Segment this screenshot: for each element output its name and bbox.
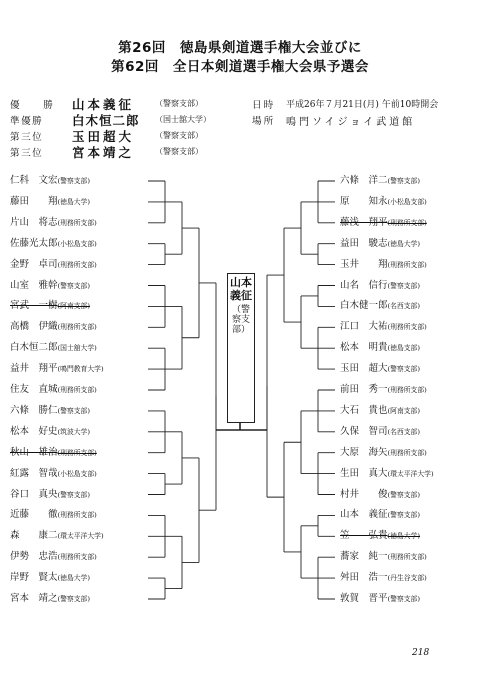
champion-box <box>227 273 255 423</box>
player-name: 山室 雅幹 <box>10 279 58 291</box>
player-affiliation: (刑務所支部) <box>387 218 427 227</box>
right-player-row <box>340 363 420 375</box>
player-name: 敦賀 晋平 <box>340 593 388 604</box>
left-player-row <box>10 363 104 375</box>
player-affiliation: (環太平洋大学) <box>57 532 104 541</box>
right-player-row <box>340 196 427 208</box>
left-player-row <box>10 530 104 542</box>
player-name: 松本 好史 <box>10 425 58 437</box>
player-name: 金野 卓司 <box>10 258 58 270</box>
champion-affiliation: （警察支部） <box>231 305 250 335</box>
player-name: 玉田 超大 <box>340 363 388 375</box>
player-name: 原 知永 <box>340 195 388 207</box>
player-name: 六條 洋二 <box>340 175 388 186</box>
player-name: 笠 弘貴 <box>340 530 388 542</box>
right-player-row <box>340 280 420 292</box>
result-label: 優 勝 <box>10 100 55 111</box>
player-affiliation: (刑務所支部) <box>387 260 427 269</box>
left-player-row <box>10 300 90 312</box>
left-player-row <box>10 238 97 250</box>
player-affiliation: (刑務所支部) <box>57 553 97 562</box>
player-affiliation: (刑務所支部) <box>57 323 97 332</box>
result-label: 準優勝 <box>10 116 44 127</box>
left-player-row <box>10 321 97 333</box>
player-affiliation: (刑務所支部) <box>387 553 427 562</box>
result-label: 第三位 <box>10 132 44 143</box>
player-name: 大原 海矢 <box>340 446 388 458</box>
player-name: 前田 秀一 <box>340 384 388 395</box>
player-name: 宮本 靖之 <box>10 593 58 604</box>
result-name: 玉田超大 <box>72 129 135 144</box>
player-name: 谷口 真央 <box>10 488 58 500</box>
player-name: 片山 将志 <box>10 216 58 228</box>
left-player-row <box>10 342 97 354</box>
player-affiliation: (徳島支部) <box>387 344 421 353</box>
right-player-row <box>340 321 427 333</box>
player-name: 伊勢 忠浩 <box>10 551 58 563</box>
player-name: 久保 智司 <box>340 425 388 437</box>
left-player-row <box>10 175 90 187</box>
champion-name: 山本義征 <box>230 276 252 302</box>
player-name: 白木恒二郎 <box>10 342 58 354</box>
player-name: 蕎家 純一 <box>340 551 388 563</box>
player-affiliation: (警察支部) <box>387 511 421 520</box>
player-name: 玉井 翔 <box>340 258 388 270</box>
left-player-row <box>10 551 97 563</box>
player-affiliation: (警察支部) <box>387 365 421 374</box>
player-name: 山本 義征 <box>340 509 388 521</box>
right-player-row <box>340 259 427 271</box>
left-player-row <box>10 489 90 501</box>
player-name: 白木健一郎 <box>340 300 388 312</box>
info-key: 場所 <box>252 116 276 127</box>
player-affiliation: (警察支部) <box>57 177 91 185</box>
result-aff: （警察支部） <box>155 147 203 156</box>
player-affiliation: (刑務所支部) <box>57 448 97 457</box>
player-name: 秋山 雄治 <box>10 446 58 458</box>
player-affiliation: (徳島大学) <box>57 574 91 583</box>
player-name: 村井 俊 <box>340 488 388 500</box>
title-line-2: 第62回 全日本剣道選手権大会県予選会 <box>111 59 369 75</box>
result-name: 宮本靖之 <box>72 145 135 160</box>
right-player-row <box>340 238 420 250</box>
left-player-row <box>10 384 97 396</box>
result-name: 白木恒二郎 <box>72 113 140 128</box>
right-player-row <box>340 572 427 584</box>
player-affiliation: (小松島支部) <box>57 469 97 478</box>
right-player-row <box>340 551 427 563</box>
player-affiliation: (小松島支部) <box>387 197 427 206</box>
player-affiliation: (刑務所支部) <box>387 386 427 394</box>
left-player-row <box>10 593 90 605</box>
player-affiliation: (小松島支部) <box>57 239 97 248</box>
player-affiliation: (名西支部) <box>387 302 421 311</box>
player-affiliation: (阿南支部) <box>387 406 421 415</box>
right-player-row <box>340 593 420 605</box>
left-player-row <box>10 405 90 417</box>
player-name: 松本 明貴 <box>340 342 388 354</box>
left-player-row <box>10 468 97 480</box>
right-player-row <box>340 384 427 396</box>
player-affiliation: (徳島大学) <box>387 532 421 541</box>
page-number: 218 <box>412 648 430 658</box>
result-aff: （警察支部） <box>155 99 203 108</box>
info-key: 日時 <box>252 100 276 111</box>
player-name: 益井 翔平 <box>10 363 58 375</box>
player-affiliation: (国士舘大学) <box>57 344 97 353</box>
left-player-row <box>10 259 97 271</box>
info-value: 平成26年７月21日(月) 午前10時開会 <box>286 100 439 110</box>
player-affiliation: (名西支部) <box>387 427 421 436</box>
left-player-row <box>10 280 90 292</box>
player-affiliation: (刑務所支部) <box>387 323 427 332</box>
player-name: 江口 大祐 <box>340 321 388 333</box>
player-name: 仁科 文宏 <box>10 175 58 186</box>
player-name: 住友 直城 <box>10 384 58 395</box>
right-player-row <box>340 468 434 480</box>
player-affiliation: (阿南支部) <box>57 302 91 311</box>
right-player-row <box>340 530 420 542</box>
left-player-row <box>10 447 97 459</box>
player-affiliation: (警察支部) <box>387 595 421 603</box>
player-name: 紅露 智哉 <box>10 467 58 479</box>
player-affiliation: (環太平洋大学) <box>387 469 434 478</box>
result-name: 山本義征 <box>72 97 135 112</box>
right-player-row <box>340 447 427 459</box>
player-name: 山名 信行 <box>340 279 388 291</box>
player-name: 六條 勝仁 <box>10 404 58 416</box>
left-player-row <box>10 572 90 584</box>
result-aff: （国士舘大学） <box>155 115 211 124</box>
player-name: 益田 駿志 <box>340 237 388 249</box>
left-player-row <box>10 196 90 208</box>
player-name: 高橋 伊織 <box>10 321 58 333</box>
player-affiliation: (警察支部) <box>387 490 421 499</box>
player-name: 近藤 徹 <box>10 509 58 521</box>
right-player-row <box>340 426 420 438</box>
left-player-row <box>10 426 90 438</box>
player-affiliation: (警察支部) <box>387 177 421 185</box>
player-affiliation: (筑波大学) <box>57 427 91 436</box>
player-affiliation: (刑務所支部) <box>57 218 97 227</box>
right-player-row <box>340 175 420 187</box>
left-player-row <box>10 217 97 229</box>
player-name: 宮武 一樹 <box>10 300 58 312</box>
player-affiliation: (刑務所支部) <box>387 448 427 457</box>
right-player-row <box>340 489 420 501</box>
right-player-row <box>340 342 420 354</box>
result-aff: （警察支部） <box>155 131 203 140</box>
player-name: 藤田 翔 <box>10 195 58 207</box>
player-affiliation: (徳島大学) <box>57 197 91 206</box>
player-affiliation: (警察支部) <box>57 595 91 603</box>
right-player-row <box>340 509 420 521</box>
player-affiliation: (警察支部) <box>57 490 91 499</box>
player-name: 岸野 賢太 <box>10 572 58 584</box>
info-value: 鳴門ソイジョイ武道館 <box>286 117 416 128</box>
player-name: 森 康二 <box>10 530 58 542</box>
player-affiliation: (刑務所支部) <box>57 511 97 520</box>
left-player-row <box>10 509 97 521</box>
player-name: 藤浅 翔平 <box>340 216 388 228</box>
player-name: 舛田 浩一 <box>340 572 388 584</box>
right-player-row <box>340 300 420 312</box>
right-player-row <box>340 405 420 417</box>
player-name: 大石 貴也 <box>340 404 388 416</box>
player-affiliation: (丹生谷支部) <box>387 574 427 583</box>
player-affiliation: (警察支部) <box>57 406 91 415</box>
player-name: 佐藤光太郎 <box>10 237 58 249</box>
player-affiliation: (刑務所支部) <box>57 260 97 269</box>
player-name: 生田 真大 <box>340 467 388 479</box>
player-affiliation: (刑務所支部) <box>57 386 97 394</box>
player-affiliation: (警察支部) <box>57 281 91 290</box>
right-player-row <box>340 217 427 229</box>
player-affiliation: (鳴門教育大学) <box>57 365 104 374</box>
title-line-1: 第26回 徳島県剣道選手権大会並びに <box>118 40 362 56</box>
result-label: 第三位 <box>10 148 44 159</box>
player-affiliation: (徳島大学) <box>387 239 421 248</box>
player-affiliation: (警察支部) <box>387 281 421 290</box>
